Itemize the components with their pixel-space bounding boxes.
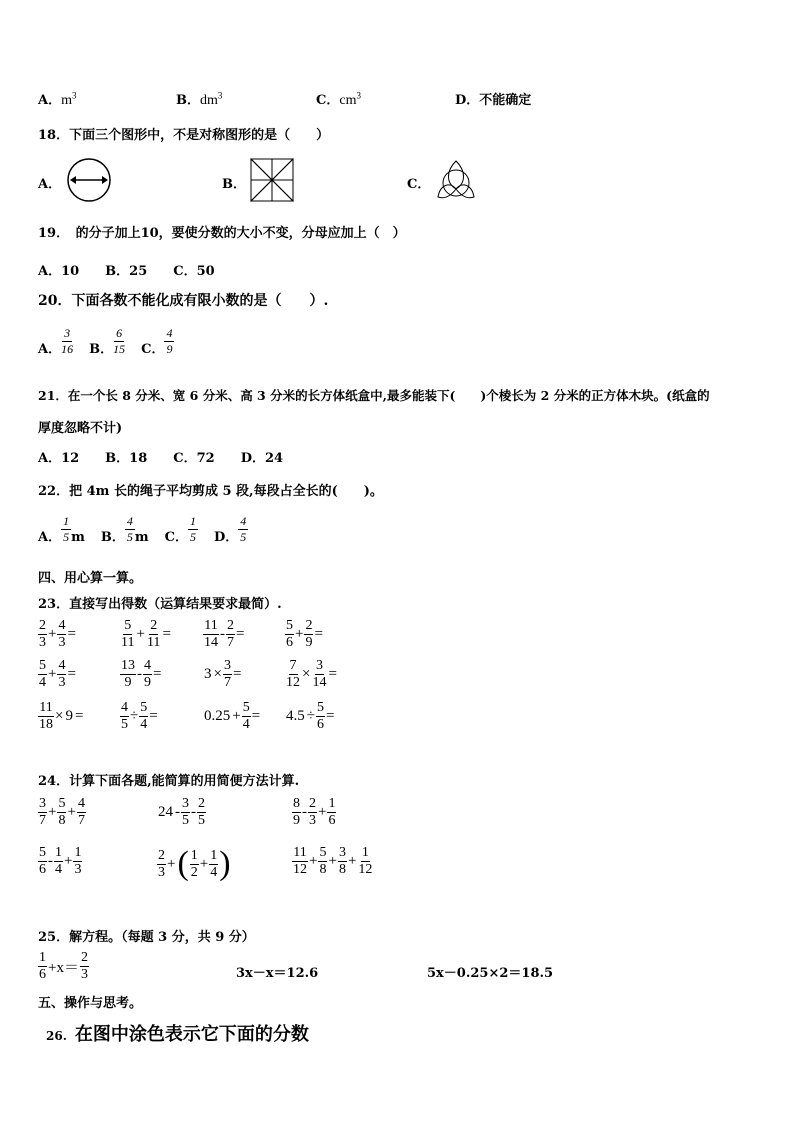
fraction: 4 5 xyxy=(126,514,133,544)
operator: + xyxy=(199,855,209,872)
q22-a-unit: m xyxy=(71,530,85,545)
operator: + xyxy=(48,804,57,820)
fraction: $\frac{3}{5}$ xyxy=(182,796,189,828)
operator: 9 xyxy=(65,708,73,724)
operator: + xyxy=(167,855,176,872)
q26-text: 在图中涂色表示它下面的分数 xyxy=(74,1024,309,1045)
operator: 3 xyxy=(204,666,212,682)
operator: ( xyxy=(177,845,189,882)
q22-question: 22．把 4m 长的绳子平均剪成 5 段,每段占全长的( )。 xyxy=(38,484,383,499)
operator: = xyxy=(314,626,323,642)
q25-eq1-frac2-denominator: 3 xyxy=(80,967,88,982)
q20-question: 20．下面各数不能化成有限小数的是（ ）. xyxy=(38,293,329,309)
operator: = xyxy=(74,708,84,724)
fraction: $\frac{5}{4}$ xyxy=(39,658,46,690)
operator: = xyxy=(149,708,158,724)
fraction: $\frac{2}{5}$ xyxy=(198,796,205,828)
operator: + xyxy=(232,708,241,724)
q18-option-b: B． xyxy=(222,177,246,192)
q25-eq1-frac1-numerator: 1 xyxy=(39,950,46,965)
operator: + xyxy=(295,626,304,642)
fraction: $\frac{11}{18}$ xyxy=(39,700,53,732)
q17-a-label: A． xyxy=(38,93,62,108)
q22-options xyxy=(38,514,248,545)
q22-c-label: C． xyxy=(164,530,188,545)
fraction: $\frac{5}{4}$ xyxy=(242,700,250,732)
q23-expression xyxy=(203,618,245,651)
fraction: $\frac{4}{9}$ xyxy=(144,658,151,690)
operator: - xyxy=(191,804,196,820)
fraction: $\frac{3}{14}$ xyxy=(312,658,327,690)
q25-equation-3: 5x－0.25×2＝18.5 xyxy=(427,966,554,981)
q17-option-a xyxy=(38,89,76,109)
q17-a-unit: $m^3$ xyxy=(61,90,77,108)
fraction: $\frac{1}{2}$ xyxy=(190,847,198,880)
q25-equation-2: 3x－x＝12.6 xyxy=(236,966,319,981)
q23-question: 23．直接写出得数（运算结果要求最简）. xyxy=(38,597,282,612)
operator: - xyxy=(175,804,180,820)
trefoil-figure xyxy=(432,157,480,203)
q22-option-b xyxy=(101,514,149,545)
operator: = xyxy=(162,626,171,642)
fraction: $\frac{1}{4}$ xyxy=(210,847,218,880)
q23-expression xyxy=(38,618,77,651)
q23-expression xyxy=(120,618,172,651)
operator: × xyxy=(302,666,311,682)
fraction: $\frac{1}{4}$ xyxy=(55,845,62,877)
q18-question: 18．下面三个图形中，不是对称图形的是（ ） xyxy=(38,128,330,143)
operator: + xyxy=(347,853,357,869)
q17-c-unit: $cm^3$ xyxy=(339,90,361,108)
q23-expression xyxy=(285,618,324,651)
q25-equation-1 xyxy=(38,950,89,983)
q17-option-c xyxy=(316,89,361,109)
fraction: $\frac{2}{3}$ xyxy=(39,618,46,650)
circle-arrow-figure xyxy=(64,157,114,203)
operator: ÷ xyxy=(130,708,139,724)
operator: = xyxy=(328,666,337,682)
fraction: $\frac{2}{3}$ xyxy=(158,847,165,880)
fraction: $\frac{5}{6}$ xyxy=(316,700,324,732)
fraction: 6 15 xyxy=(113,326,126,356)
q22-b-unit: m xyxy=(134,530,149,545)
fraction: $\frac{5}{11}$ xyxy=(121,618,135,650)
fraction: $\frac{5}{8}$ xyxy=(319,845,327,877)
q22-option-c xyxy=(165,514,198,545)
q22-option-d xyxy=(214,514,248,545)
fraction: $\frac{11}{12}$ xyxy=(293,845,307,877)
q23-expression xyxy=(38,700,84,733)
fraction: $\frac{2}{11}$ xyxy=(146,618,161,650)
q19-question: 19． 的分子加上10，要使分数的大小不变，分母应加上（ ） xyxy=(38,226,406,241)
operator: = xyxy=(67,666,76,682)
q20-option-a xyxy=(38,326,73,357)
fraction: $\frac{3}{8}$ xyxy=(338,845,346,877)
q23-expression xyxy=(120,658,162,691)
q24-expression xyxy=(157,845,232,883)
operator: = xyxy=(67,626,76,642)
q22-d-label: D． xyxy=(213,530,239,545)
operator: + xyxy=(48,666,57,682)
fraction: $\frac{1}{12}$ xyxy=(358,845,373,877)
q22-a-label: A． xyxy=(38,530,62,545)
q26-number: 26. xyxy=(46,1029,67,1043)
fraction: 3 16 xyxy=(61,326,74,356)
q18-option-c: C． xyxy=(407,177,431,192)
q23-expression xyxy=(203,700,261,733)
q20-a-label: A． xyxy=(38,342,62,357)
operator: + xyxy=(318,804,327,820)
q24-expression xyxy=(38,845,82,878)
fraction: 1 5 xyxy=(189,514,196,544)
operator: - xyxy=(220,626,225,642)
q17-option-d: D．不能确定 xyxy=(455,93,532,108)
operator: + xyxy=(328,853,337,869)
fraction xyxy=(38,950,47,983)
q24-expression xyxy=(38,796,86,829)
q21-question-line1: 21．在一个长 8 分米、宽 6 分米、高 3 分米的长方体纸盒中,最多能装下( )个棱长为 2 分米的正方体木块。(纸盒的 xyxy=(38,388,710,403)
fraction: $\frac{3}{7}$ xyxy=(223,658,231,690)
fraction: $\frac{5}{4}$ xyxy=(140,700,148,732)
q17-b-label: B． xyxy=(176,93,200,108)
fraction: $\frac{4}{7}$ xyxy=(77,796,85,828)
q23-expression xyxy=(120,700,159,733)
fraction: $\frac{4}{5}$ xyxy=(121,700,128,732)
q25-eq1-middle: +x＝ xyxy=(48,960,79,976)
q23-expression xyxy=(38,658,77,691)
operator: ÷ xyxy=(306,708,315,724)
operator: = xyxy=(251,708,261,724)
operator: + xyxy=(309,853,318,869)
operator: 24 xyxy=(158,804,173,820)
operator: + xyxy=(48,626,57,642)
q17-b-unit: $dm^3$ xyxy=(200,90,223,108)
fraction: $\frac{2}{9}$ xyxy=(305,618,313,650)
fraction: $\frac{5}{6}$ xyxy=(39,845,46,877)
q22-b-label: B． xyxy=(100,530,125,545)
q24-expression xyxy=(292,796,336,829)
q25-question: 25．解方程。（每题 3 分，共 9 分） xyxy=(38,930,255,945)
fraction xyxy=(80,950,89,983)
operator: × xyxy=(213,666,222,682)
fraction: $\frac{2}{3}$ xyxy=(309,796,316,828)
operator: - xyxy=(48,853,53,869)
q19-options: A．10 B．25 C．50 xyxy=(38,264,215,279)
q18-option-a: A． xyxy=(38,177,62,192)
fraction: $\frac{11}{14}$ xyxy=(204,618,218,650)
q20-option-c xyxy=(141,326,174,357)
operator: - xyxy=(137,666,142,682)
q25-eq1-frac1-denominator: 6 xyxy=(39,967,46,982)
operator: = xyxy=(232,666,242,682)
operator: + xyxy=(64,853,73,869)
q20-option-b xyxy=(89,326,125,357)
pinwheel-figure xyxy=(250,158,294,202)
fraction: $\frac{7}{12}$ xyxy=(286,658,300,690)
operator: + xyxy=(67,804,76,820)
q23-expression xyxy=(203,658,242,691)
fraction: $\frac{1}{6}$ xyxy=(328,796,336,828)
q21-question-line2: 厚度忽略不计) xyxy=(38,421,123,436)
operator: - xyxy=(302,804,307,820)
fraction: $\frac{3}{7}$ xyxy=(39,796,46,828)
fraction: $\frac{4}{3}$ xyxy=(58,658,66,690)
q20-c-label: C． xyxy=(141,342,165,357)
operator: 0.25 xyxy=(204,708,231,724)
q20-options xyxy=(38,326,174,357)
q17-c-label: C． xyxy=(316,93,340,108)
operator: × xyxy=(55,708,64,724)
q24-question: 24．计算下面各题,能简算的用简便方法计算. xyxy=(38,774,300,789)
fraction: 4 5 xyxy=(240,514,247,544)
q25-eq1-frac2-numerator: 2 xyxy=(80,950,88,965)
q24-expression xyxy=(292,845,373,878)
q21-options: A．12 B．18 C．72 D．24 xyxy=(38,451,284,466)
fraction: $\frac{5}{8}$ xyxy=(58,796,66,828)
fraction: 4 9 xyxy=(166,326,173,356)
fraction: $\frac{4}{3}$ xyxy=(58,618,66,650)
q24-expression xyxy=(157,796,206,829)
fraction: $\frac{5}{6}$ xyxy=(286,618,293,650)
operator: = xyxy=(325,708,335,724)
section-four-heading: 四、用心算一算。 xyxy=(38,571,143,586)
fraction: $\frac{2}{7}$ xyxy=(227,618,234,650)
operator: = xyxy=(153,666,162,682)
operator: ) xyxy=(219,845,231,882)
operator: 4.5 xyxy=(286,708,305,724)
operator: = xyxy=(236,626,245,642)
fraction: $\frac{1}{3}$ xyxy=(74,845,82,877)
q23-expression xyxy=(285,658,338,691)
fraction: 1 5 xyxy=(63,514,70,544)
q23-expression xyxy=(285,700,335,733)
q26-question xyxy=(46,1020,309,1046)
operator: + xyxy=(136,626,145,642)
fraction: $\frac{8}{9}$ xyxy=(293,796,300,828)
q20-b-label: B． xyxy=(89,342,114,357)
q22-option-a xyxy=(38,514,85,545)
q17-option-b xyxy=(176,89,222,109)
fraction: $\frac{13}{9}$ xyxy=(121,658,135,690)
section-five-heading: 五、操作与思考。 xyxy=(38,996,143,1011)
